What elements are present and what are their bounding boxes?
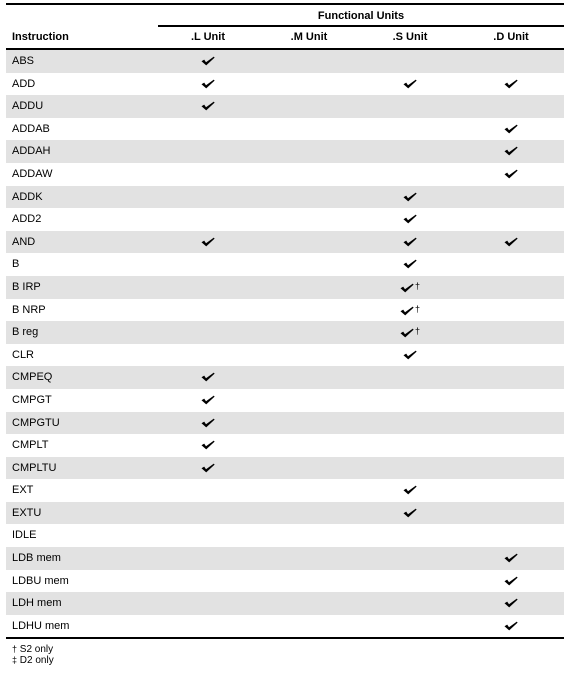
instruction-name: ADDAH: [12, 145, 51, 158]
unit-d-checkmark-icon: [461, 620, 561, 632]
footnote-symbol: ‡: [12, 655, 18, 666]
unit-d-checkmark-icon: [461, 123, 561, 135]
instruction-name: ADD: [12, 77, 36, 90]
table-row: [6, 163, 564, 186]
table-row: [6, 231, 564, 254]
unit-s-checkmark-icon: [360, 236, 460, 248]
instruction-name: B NRP: [12, 303, 46, 316]
instruction-name: CMPLTU: [12, 461, 57, 474]
table-row: [6, 502, 564, 525]
unit-s-checkmark-icon: [360, 484, 460, 496]
footnote-text: D2 only: [19, 655, 54, 667]
unit-d-checkmark-icon: [461, 78, 561, 90]
instruction-name: LDHU mem: [12, 619, 70, 632]
table-row: [6, 570, 564, 593]
table-row: [6, 186, 564, 209]
table-row: [6, 50, 564, 73]
column-header-instruction: Instruction: [12, 31, 69, 43]
footnote-marker: †: [414, 280, 420, 291]
table-row: [6, 95, 564, 118]
instruction-name: ABS: [12, 55, 35, 67]
footnotes: [12, 644, 564, 666]
unit-l-checkmark-icon: [158, 78, 258, 90]
instruction-name: ADDU: [12, 100, 44, 113]
unit-s-checkmark-icon: [360, 213, 460, 225]
unit-l-checkmark-icon: [158, 394, 258, 406]
unit-d-checkmark-icon: [461, 236, 561, 248]
footnote-marker: †: [414, 326, 420, 337]
instruction-name: LDBU mem: [12, 574, 69, 587]
table-row: [6, 592, 564, 615]
instruction-name: ADDAB: [12, 122, 50, 135]
table-row: [6, 344, 564, 367]
footnote: [12, 655, 564, 666]
unit-d-checkmark-icon: [461, 145, 561, 157]
unit-l-checkmark-icon: [158, 371, 258, 383]
instruction-name: B: [12, 258, 20, 271]
table-row: [6, 457, 564, 480]
table-row: [6, 389, 564, 412]
unit-s-checkmark-icon: [360, 326, 460, 339]
table-row: [6, 479, 564, 502]
unit-l-checkmark-icon: [158, 55, 258, 67]
instruction-name: AND: [12, 235, 36, 248]
unit-d-checkmark-icon: [461, 552, 561, 564]
instruction-name: ADD2: [12, 213, 42, 226]
unit-s-checkmark-icon: [360, 507, 460, 519]
table-row: [6, 321, 564, 344]
instruction-name: ADDAW: [12, 167, 53, 180]
table-row: [6, 615, 564, 638]
table-row: [6, 73, 564, 96]
table-row: [6, 276, 564, 299]
table-row: [6, 366, 564, 389]
table-row: [6, 434, 564, 457]
column-header-d-unit: .D Unit: [493, 31, 529, 43]
group-header-label: Functional Units: [317, 10, 405, 22]
instruction-name: CLR: [12, 348, 35, 361]
table-row: [6, 208, 564, 231]
table-row: [6, 140, 564, 163]
instruction-name: CMPLT: [12, 439, 49, 452]
instruction-name: CMPEQ: [12, 371, 53, 384]
instruction-name: B IRP: [12, 280, 41, 293]
instruction-name: LDH mem: [12, 597, 62, 610]
unit-s-checkmark-icon: [360, 304, 460, 317]
footnote-marker: †: [414, 303, 420, 314]
unit-s-checkmark-icon: [360, 191, 460, 203]
unit-s-checkmark-icon: [360, 258, 460, 270]
table-row: [6, 299, 564, 322]
unit-d-checkmark-icon: [461, 168, 561, 180]
instruction-name: IDLE: [12, 529, 37, 542]
table-body: [6, 50, 564, 637]
instruction-name: CMPGTU: [12, 416, 60, 429]
instruction-name: EXTU: [12, 506, 42, 519]
unit-l-checkmark-icon: [158, 439, 258, 451]
column-header-s-unit: .S Unit: [392, 31, 428, 43]
table-bottom-rule: [6, 637, 564, 639]
unit-d-checkmark-icon: [461, 575, 561, 587]
table-row: [6, 524, 564, 547]
footnote: [12, 644, 564, 655]
footnote-text: S2 only: [19, 644, 54, 656]
instruction-name: CMPGT: [12, 393, 52, 406]
footnote-symbol: †: [12, 644, 18, 655]
instruction-name: LDB mem: [12, 552, 61, 565]
unit-s-checkmark-icon: [360, 78, 460, 90]
column-header-m-unit: .M Unit: [290, 31, 328, 43]
unit-l-checkmark-icon: [158, 236, 258, 248]
instruction-name: ADDK: [12, 190, 43, 203]
instruction-name: B reg: [12, 326, 39, 339]
unit-l-checkmark-icon: [158, 417, 258, 429]
unit-l-checkmark-icon: [158, 100, 258, 112]
functional-units-table: [6, 3, 564, 666]
unit-l-checkmark-icon: [158, 462, 258, 474]
column-header-row: [6, 27, 564, 50]
table-row: [6, 253, 564, 276]
group-header: [6, 5, 564, 27]
unit-s-checkmark-icon: [360, 281, 460, 294]
unit-d-checkmark-icon: [461, 597, 561, 609]
table-row: [6, 118, 564, 141]
unit-s-checkmark-icon: [360, 349, 460, 361]
instruction-name: EXT: [12, 484, 34, 497]
table-row: [6, 547, 564, 570]
table-row: [6, 412, 564, 435]
column-header-l-unit: .L Unit: [190, 31, 225, 43]
